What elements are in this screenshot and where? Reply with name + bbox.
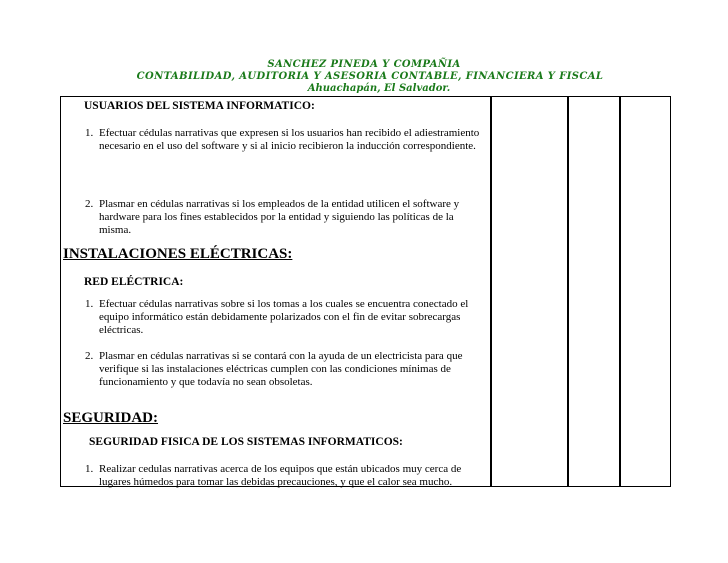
section-usuarios-title: USUARIOS DEL SISTEMA INFORMATICO: <box>84 100 315 112</box>
column-divider <box>619 97 621 486</box>
audit-table <box>60 96 671 487</box>
column-divider <box>490 97 492 486</box>
section-seguridad-fisica-title: SEGURIDAD FISICA DE LOS SISTEMAS INFORMATICOS: <box>89 436 403 448</box>
document-header <box>0 58 728 95</box>
list-item: 2. Plasmar en cédulas narrativas si los empleados de la entidad utilicen el software y hardware para los fines establecidos por la entidad y siguiendo las políticas de la misma. <box>85 198 460 236</box>
company-services: CONTABILIDAD, AUDITORIA Y ASESORIA CONTABLE, FINANCIERA Y FISCAL <box>136 71 604 82</box>
section-seguridad-title: SEGURIDAD: <box>63 410 159 426</box>
company-name: SANCHEZ PINEDA Y COMPAÑIA <box>267 59 461 70</box>
column-divider <box>567 97 569 486</box>
list-item: 1. Efectuar cédulas narrativas sobre si los tomas a los cuales se encuentra conectado el equipo informático están debidamente polarizados con el fin de evitar sobrecargas eléctricas. <box>85 298 469 336</box>
list-item: 1. Realizar cedulas narrativas acerca de los equipos que están ubicados muy cerca de lugares húmedos para tomar las debidas precauciones, y que el calor sea mucho. <box>85 463 462 488</box>
company-location: Ahuachapán, El Salvador. <box>307 83 451 94</box>
section-red-electrica-title: RED ELÉCTRICA: <box>84 276 184 288</box>
list-item: 2. Plasmar en cédulas narrativas si se contará con la ayuda de un electricista para que verifique si las instalaciones eléctricas cumplen con las condiciones mínimas de funcionamiento y que todavía no sean obsoletas. <box>85 350 463 388</box>
list-item: 1. Efectuar cédulas narrativas que expresen si los usuarios han recibido el adiestramiento necesario en el uso del software y si al inicio recibieron la inducción correspondiente. <box>85 127 480 152</box>
section-instalaciones-title: INSTALACIONES ELÉCTRICAS: <box>63 246 293 262</box>
